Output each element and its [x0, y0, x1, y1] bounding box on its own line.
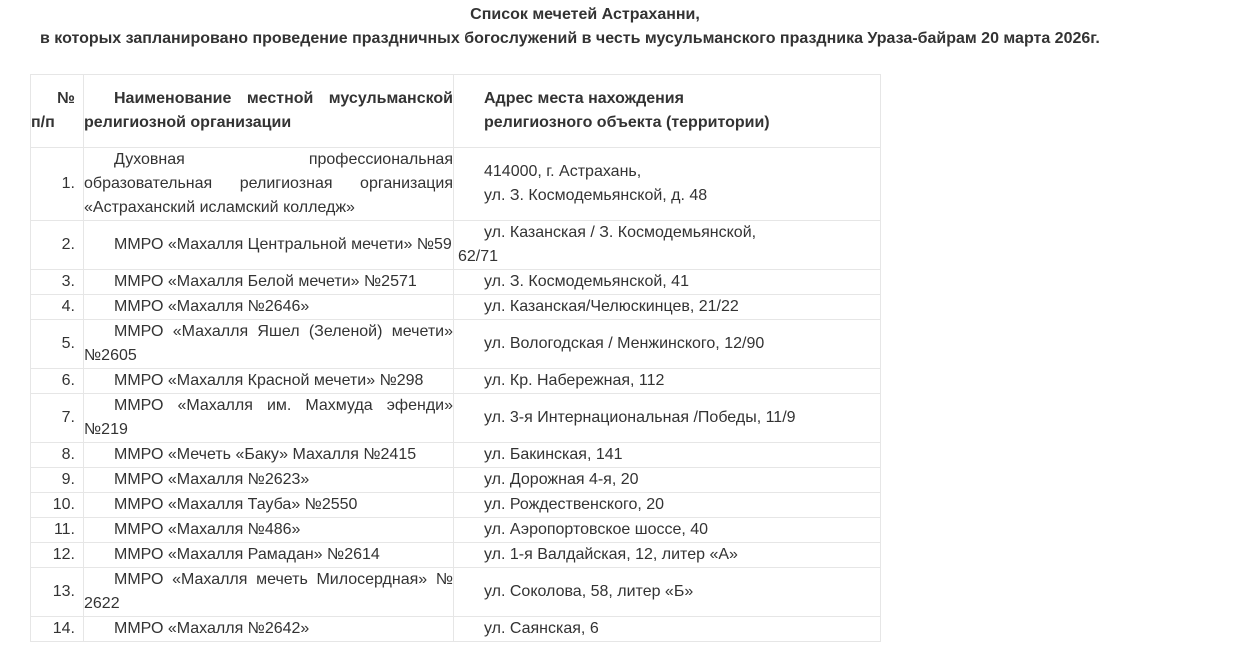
object-address: ул. Кр. Набережная, 112 [454, 369, 881, 394]
document-subtitle: в которых запланировано проведение праздничных богослужений в честь мусульманского праздника Ураза-байрам 20 марта 2026г. [40, 30, 1100, 47]
table-row [31, 221, 881, 270]
row-number: 9. [31, 468, 84, 493]
organization-name: ММРО «Махалля Красной мечети» №298 [84, 369, 454, 394]
object-address: ул. Вологодская / Менжинского, 12/90 [454, 320, 881, 369]
object-address: ул. Дорожная 4-я, 20 [454, 468, 881, 493]
object-address: ул. Саянская, 6 [454, 617, 881, 642]
organization-name: ММРО «Махалля Яшел (Зеленой) мечети» №2605 [84, 320, 454, 369]
organization-name: ММРО «Махалля им. Махмуда эфенди» №219 [84, 394, 454, 443]
row-number: 14. [31, 617, 84, 642]
organization-name: ММРО «Махалля Белой мечети» №2571 [84, 270, 454, 295]
mosque-list-table [30, 74, 881, 642]
object-address: ул. Рождественского, 20 [454, 493, 881, 518]
object-address: ул. 1-я Валдайская, 12, литер «А» [454, 543, 881, 568]
table-row [31, 518, 881, 543]
table-row [31, 295, 881, 320]
row-number: 7. [31, 394, 84, 443]
object-address: ул. Казанская / З. Космодемьянской, 62/71 [454, 221, 881, 270]
table-row [31, 493, 881, 518]
object-address: ул. Казанская/Челюскинцев, 21/22 [454, 295, 881, 320]
document-title: Список мечетей Астраханни, [470, 6, 700, 23]
object-address: 414000, г. Астрахань, ул. З. Космодемьянской, д. 48 [454, 148, 881, 221]
table-row [31, 543, 881, 568]
row-number: 13. [31, 568, 84, 617]
object-address: ул. 3-я Интернациональная /Победы, 11/9 [454, 394, 881, 443]
table-row [31, 369, 881, 394]
row-number: 3. [31, 270, 84, 295]
table-row [31, 617, 881, 642]
table-row [31, 468, 881, 493]
organization-name: ММРО «Махалля №2646» [84, 295, 454, 320]
organization-name: ММРО «Махалля Рамадан» №2614 [84, 543, 454, 568]
table-row [31, 568, 881, 617]
table-row [31, 394, 881, 443]
header-address: Адрес места нахождения религиозного объекта (территории) [454, 75, 881, 148]
row-number: 4. [31, 295, 84, 320]
organization-name: ММРО «Махалля №486» [84, 518, 454, 543]
organization-name: ММРО «Махалля №2623» [84, 468, 454, 493]
organization-name: ММРО «Мечеть «Баку» Махалля №2415 [84, 443, 454, 468]
table-row [31, 148, 881, 221]
header-name: Наименование местной мусульманской религиозной организации [84, 75, 454, 148]
row-number: 12. [31, 543, 84, 568]
table-row [31, 270, 881, 295]
row-number: 10. [31, 493, 84, 518]
table-row [31, 443, 881, 468]
row-number: 1. [31, 148, 84, 221]
object-address: ул. Соколова, 58, литер «Б» [454, 568, 881, 617]
row-number: 11. [31, 518, 84, 543]
organization-name: Духовная профессиональная образовательная религиозная организация «Астраханский исламский колледж» [84, 148, 454, 221]
organization-name: ММРО «Махалля мечеть Милосердная» № 2622 [84, 568, 454, 617]
row-number: 8. [31, 443, 84, 468]
object-address: ул. Бакинская, 141 [454, 443, 881, 468]
header-num: № п/п [31, 75, 84, 148]
object-address: ул. З. Космодемьянской, 41 [454, 270, 881, 295]
row-number: 5. [31, 320, 84, 369]
organization-name: ММРО «Махалля №2642» [84, 617, 454, 642]
organization-name: ММРО «Махалля Тауба» №2550 [84, 493, 454, 518]
row-number: 6. [31, 369, 84, 394]
organization-name: ММРО «Махалля Центральной мечети» №59 [84, 221, 454, 270]
object-address: ул. Аэропортовское шоссе, 40 [454, 518, 881, 543]
table-row [31, 320, 881, 369]
table-header-row [31, 75, 881, 148]
row-number: 2. [31, 221, 84, 270]
